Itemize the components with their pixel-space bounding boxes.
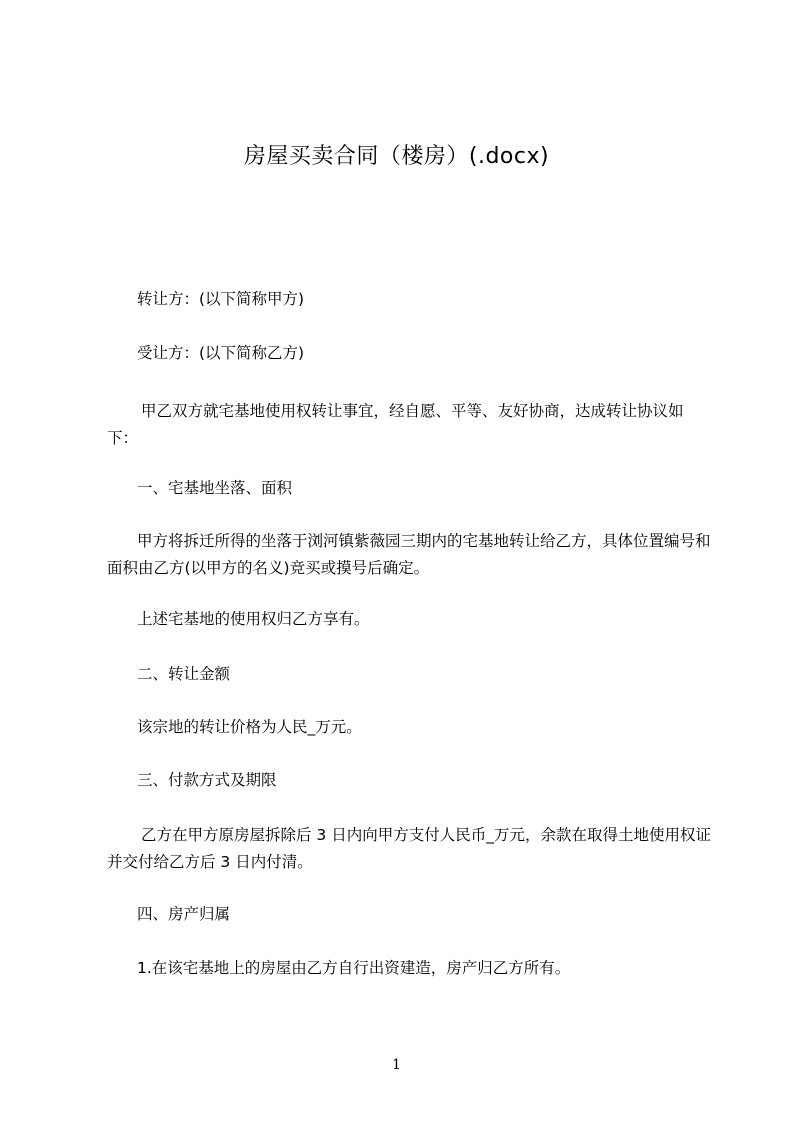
paragraph-payment-terms: 乙方在甲方原房屋拆除后 3 日内向甲方支付人民币_万元，余款在取得土地使用权证并交付给乙方后 3 日内付清。 (107, 826, 711, 871)
paragraph-price: 该宗地的转让价格为人民_万元。 (137, 718, 362, 736)
document-title: 房屋买卖合同（楼房）(.docx) (243, 144, 550, 169)
section-heading-location-area: 一、宅基地坐落、面积 (137, 479, 293, 497)
paragraph-usage-right: 上述宅基地的使用权归乙方享有。 (137, 610, 370, 628)
section-heading-ownership: 四、房产归属 (137, 905, 231, 923)
page-number: 1 (392, 1057, 401, 1073)
paragraph-agreement-intro: 甲乙双方就宅基地使用权转让事宜，经自愿、平等、友好协商，达成转让协议如下： (107, 402, 684, 447)
paragraph-location-detail: 甲方将拆迁所得的坐落于浏河镇紫薇园三期内的宅基地转让给乙方，具体位置编号和面积由乙方(以甲方的名义)竞买或摸号后确定。 (107, 532, 711, 577)
section-heading-amount: 二、转让金额 (137, 665, 231, 683)
paragraph-ownership-item-1: 1.在该宅基地上的房屋由乙方自行出资建造，房产归乙方所有。 (137, 959, 571, 977)
paragraph-transferor: 转让方：(以下简称甲方) (137, 290, 305, 308)
section-heading-payment: 三、付款方式及期限 (137, 771, 277, 789)
paragraph-transferee: 受让方：(以下简称乙方) (137, 344, 305, 362)
